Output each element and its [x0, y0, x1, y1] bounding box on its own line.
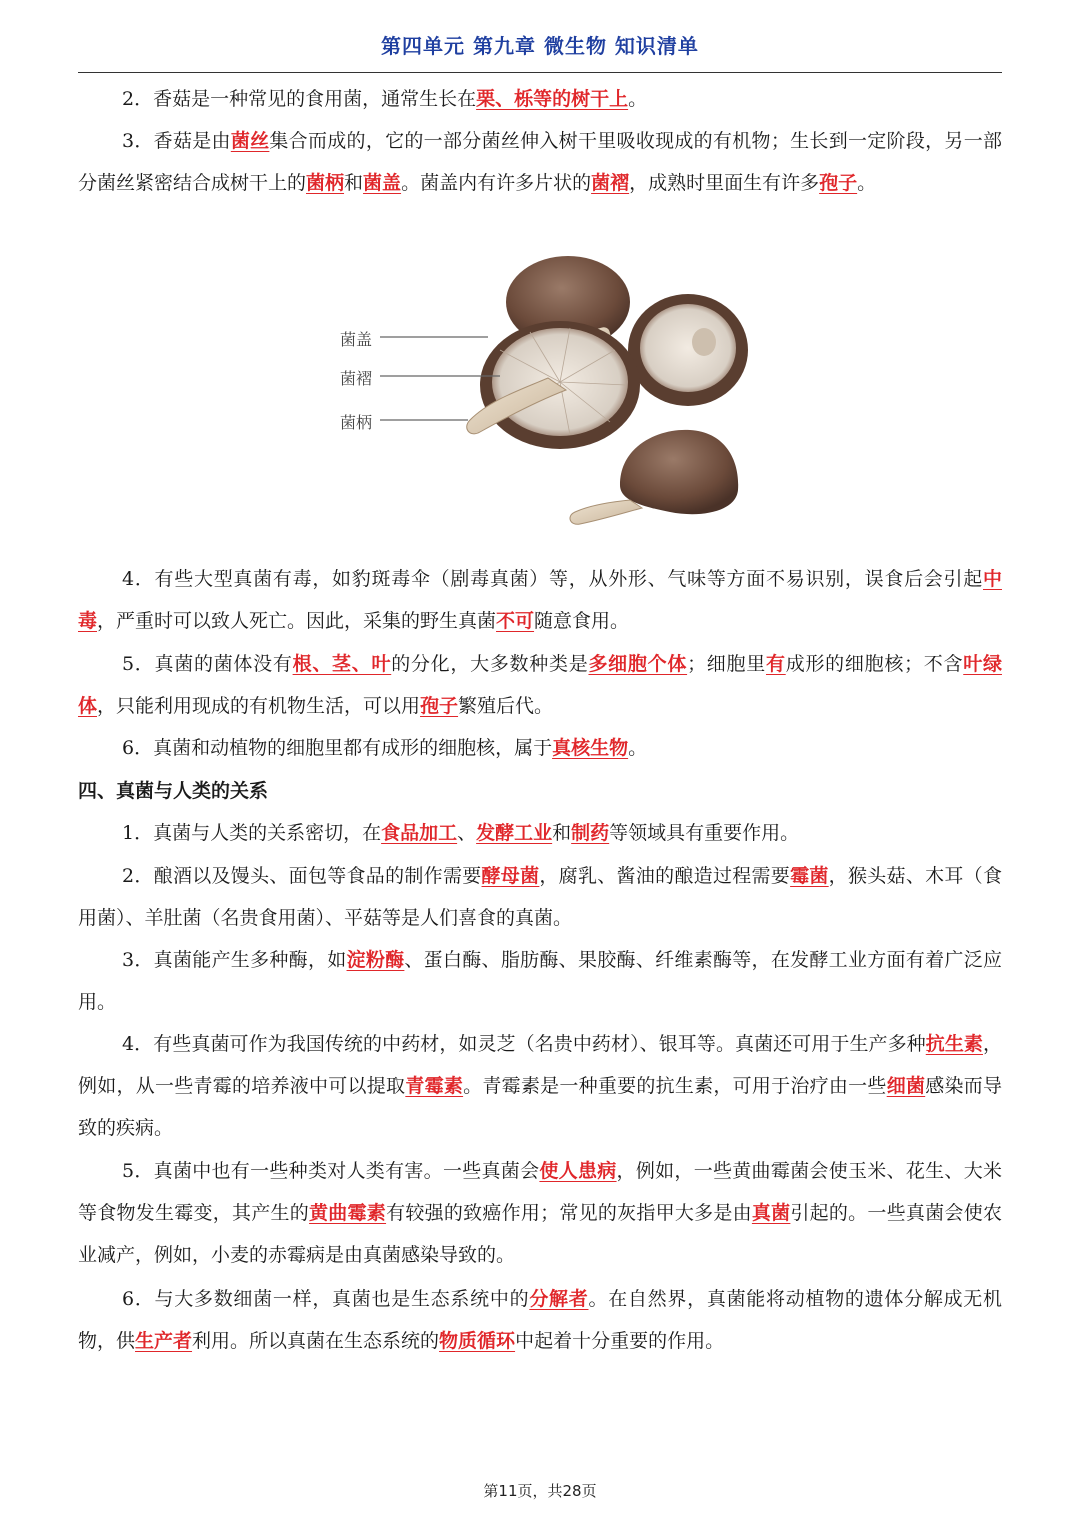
mushroom-main [467, 321, 640, 449]
mushroom-right [628, 294, 748, 406]
label-gill: 菌褶 [340, 369, 373, 388]
keyword: 酵母菌 [481, 865, 540, 887]
paragraph-4-6: 6．与大多数细菌一样，真菌也是生态系统中的分解者。在自然界，真菌能将动植物的遗体分解成无机物，供生产者利用。所以真菌在生态系统的物质循环中起着十分重要的作用。 [78, 1288, 1002, 1352]
keyword: 菌盖 [363, 172, 402, 194]
paragraph-3-2: 2．香菇是一种常见的食用菌，通常生长在栗、栎等的树干上。 [122, 88, 648, 110]
keyword: 叶绿体 [78, 653, 1002, 717]
paragraph-4-4: 4．有些真菌可作为我国传统的中药材，如灵芝（名贵中药材）、银耳等。真菌还可用于生产多种抗生素，例如，从一些青霉的培养液中可以提取青霉素。青霉素是一种重要的抗生素，可用于治疗由一些细菌感染而导致的疾病。 [78, 1033, 1002, 1139]
keyword: 制药 [571, 822, 610, 844]
keyword: 孢子 [420, 695, 459, 717]
keyword: 有 [765, 653, 786, 675]
keyword: 使人患病 [539, 1160, 617, 1182]
keyword: 黄曲霉素 [309, 1202, 387, 1224]
mushroom-illustration [330, 250, 760, 550]
keyword: 细菌 [886, 1075, 926, 1097]
paragraph-4-3: 3．真菌能产生多种酶，如淀粉酶、蛋白酶、脂肪酶、果胶酶、纤维素酶等，在发酵工业方面有着广泛应用。 [78, 949, 1002, 1013]
page-number: 第11页，共28页 [483, 1482, 597, 1500]
keyword: 真菌 [751, 1202, 791, 1224]
keyword: 中毒 [78, 568, 1002, 632]
keyword: 菌褶 [591, 172, 630, 194]
paragraph-3-4: 4．有些大型真菌有毒，如豹斑毒伞（剧毒真菌）等，从外形、气味等方面不易识别，误食后会引起中毒，严重时可以致人死亡。因此，采集的野生真菌不可随意食用。 [78, 568, 1002, 632]
page-header-title: 第四单元 第九章 微生物 知识清单 [381, 34, 699, 58]
section-heading-4: 四、真菌与人类的关系 [78, 780, 269, 802]
keyword: 发酵工业 [476, 822, 553, 844]
paragraph-3-3: 3．香菇是由菌丝集合而成的，它的一部分菌丝伸入树干里吸收现成的有机物；生长到一定阶段，另一部分菌丝紧密结合成树干上的菌柄和菌盖。菌盖内有许多片状的菌褶，成熟时里面生有许多孢子。 [78, 130, 1002, 194]
shiitake-mushroom-figure [330, 250, 760, 550]
keyword: 多细胞个体 [588, 653, 688, 675]
label-stalk: 菌柄 [340, 413, 373, 432]
keyword: 分解者 [529, 1288, 589, 1310]
mushroom-bottom [570, 430, 738, 524]
keyword: 生产者 [135, 1330, 193, 1352]
keyword: 不可 [496, 610, 535, 632]
keyword: 孢子 [819, 172, 858, 194]
keyword: 抗生素 [925, 1033, 983, 1055]
keyword: 霉菌 [790, 865, 829, 887]
keyword: 根、茎、叶 [292, 653, 392, 675]
label-cap: 菌盖 [340, 330, 373, 349]
paragraph-4-1: 1．真菌与人类的关系密切，在食品加工、发酵工业和制药等领域具有重要作用。 [122, 822, 800, 844]
header-divider [78, 72, 1002, 73]
keyword: 菌丝 [230, 130, 270, 152]
paragraph-3-6: 6．真菌和动植物的细胞里都有成形的细胞核，属于真核生物。 [122, 737, 648, 759]
keyword: 栗、栎等的树干上 [476, 88, 629, 110]
paragraph-3-5: 5．真菌的菌体没有根、茎、叶的分化，大多数种类是多细胞个体；细胞里有成形的细胞核；不含叶绿体，只能利用现成的有机物生活，可以用孢子繁殖后代。 [78, 653, 1002, 717]
paragraph-4-2: 2．酿酒以及馒头、面包等食品的制作需要酵母菌，腐乳、酱油的酿造过程需要霉菌，猴头菇、木耳（食用菌）、羊肚菌（名贵食用菌）、平菇等是人们喜食的真菌。 [78, 865, 1002, 929]
keyword: 真核生物 [552, 737, 629, 759]
keyword: 青霉素 [405, 1075, 464, 1097]
keyword: 菌柄 [306, 172, 345, 194]
keyword: 物质循环 [439, 1330, 516, 1352]
keyword: 淀粉酶 [346, 949, 405, 971]
paragraph-4-5: 5．真菌中也有一些种类对人类有害。一些真菌会使人患病，例如，一些黄曲霉菌会使玉米、花生、大米等食物发生霉变，其产生的黄曲霉素有较强的致癌作用；常见的灰指甲大多是由真菌引起的。一些真菌会使农业减产，例如，小麦的赤霉病是由真菌感染导致的。 [78, 1160, 1002, 1266]
keyword: 食品加工 [381, 822, 458, 844]
